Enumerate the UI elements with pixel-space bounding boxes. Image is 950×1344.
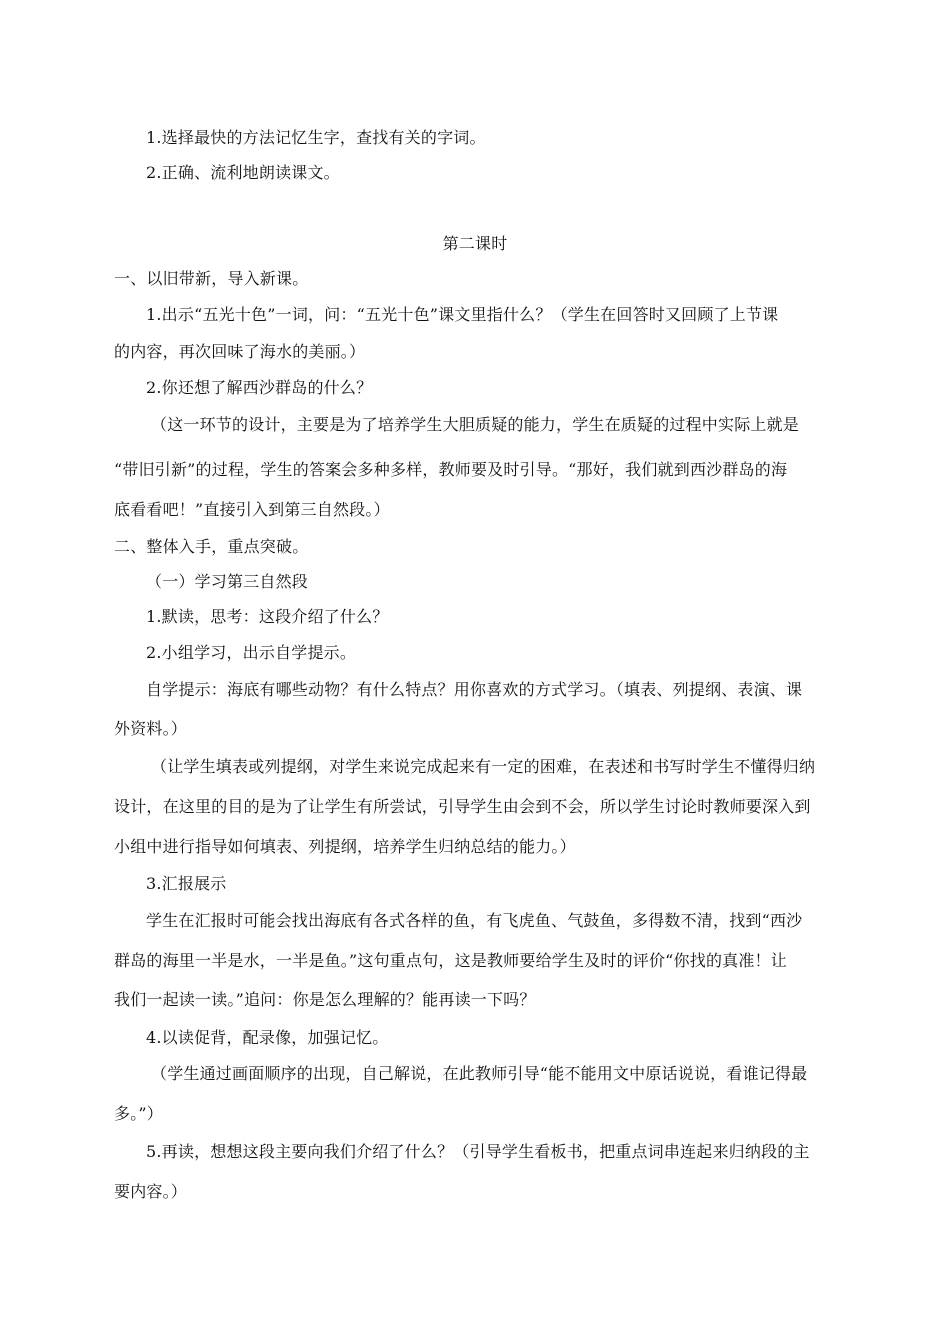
- paragraph: 3.汇报展示: [146, 874, 227, 893]
- note-paragraph: （学生通过画面顺序的出现，自己解说，在此教师引导“能不能用文中原话说说，看谁记得最: [151, 1064, 808, 1083]
- paragraph: 5.再读，想想这段主要向我们介绍了什么？（引导学生看板书，把重点词串连起来归纳段的主: [146, 1142, 810, 1161]
- note-paragraph: 设计，在这里的目的是为了让学生有所尝试，引导学生由会到不会，所以学生讨论时教师要深入到: [114, 797, 811, 816]
- paragraph: 要内容。）: [114, 1182, 188, 1201]
- lesson-title: 第二课时: [442, 234, 508, 253]
- paragraph: 2.小组学习，出示自学提示。: [146, 643, 357, 662]
- subsection-heading: （一）学习第三自然段: [146, 572, 309, 591]
- note-paragraph: （让学生填表或列提纲，对学生来说完成起来有一定的困难，在表述和书写时学生不懂得归纳: [151, 757, 816, 776]
- paragraph: 1.默读，思考：这段介绍了什么？: [146, 607, 389, 626]
- section-heading-2: 二、整体入手，重点突破。: [114, 537, 309, 556]
- note-paragraph: “带旧引新”的过程，学生的答案会多种多样，教师要及时引导。“那好，我们就到西沙群岛的海: [114, 460, 788, 479]
- list-item-1: 1.选择最快的方法记忆生字，查找有关的字词。: [146, 128, 486, 147]
- paragraph: 自学提示：海底有哪些动物？有什么特点？用你喜欢的方式学习。（填表、列提纲、表演、课: [146, 680, 803, 699]
- list-item-2: 2.正确、流利地朗读课文。: [146, 163, 340, 182]
- paragraph: 我们一起读一读。”追问：你是怎么理解的？能再读一下吗？: [114, 990, 536, 1009]
- note-paragraph: （这一环节的设计，主要是为了培养学生大胆质疑的能力，学生在质疑的过程中实际上就是: [151, 415, 800, 434]
- note-paragraph: 底看看吧！”直接引入到第三自然段。）: [114, 500, 390, 519]
- paragraph: 1.出示“五光十色”一词，问：“五光十色”课文里指什么？（学生在回答时又回顾了上节课: [146, 305, 779, 324]
- paragraph: 群岛的海里一半是水，一半是鱼。”这句重点句，这是教师要给学生及时的评价“你找的真准！让: [114, 951, 787, 970]
- note-paragraph: 小组中进行指导如何填表、列提纲，培养学生归纳总结的能力。）: [114, 837, 576, 856]
- paragraph: 4.以读促背，配录像，加强记忆。: [146, 1028, 389, 1047]
- paragraph: 学生在汇报时可能会找出海底有各式各样的鱼，有飞虎鱼、气鼓鱼，多得数不清，找到“西沙: [146, 911, 803, 930]
- paragraph: 的内容，再次回味了海水的美丽。）: [114, 342, 366, 361]
- paragraph: 外资料。）: [114, 719, 188, 738]
- note-paragraph: 多。”）: [114, 1104, 163, 1123]
- paragraph: 2.你还想了解西沙群岛的什么？: [146, 378, 373, 397]
- section-heading-1: 一、以旧带新，导入新课。: [114, 269, 309, 288]
